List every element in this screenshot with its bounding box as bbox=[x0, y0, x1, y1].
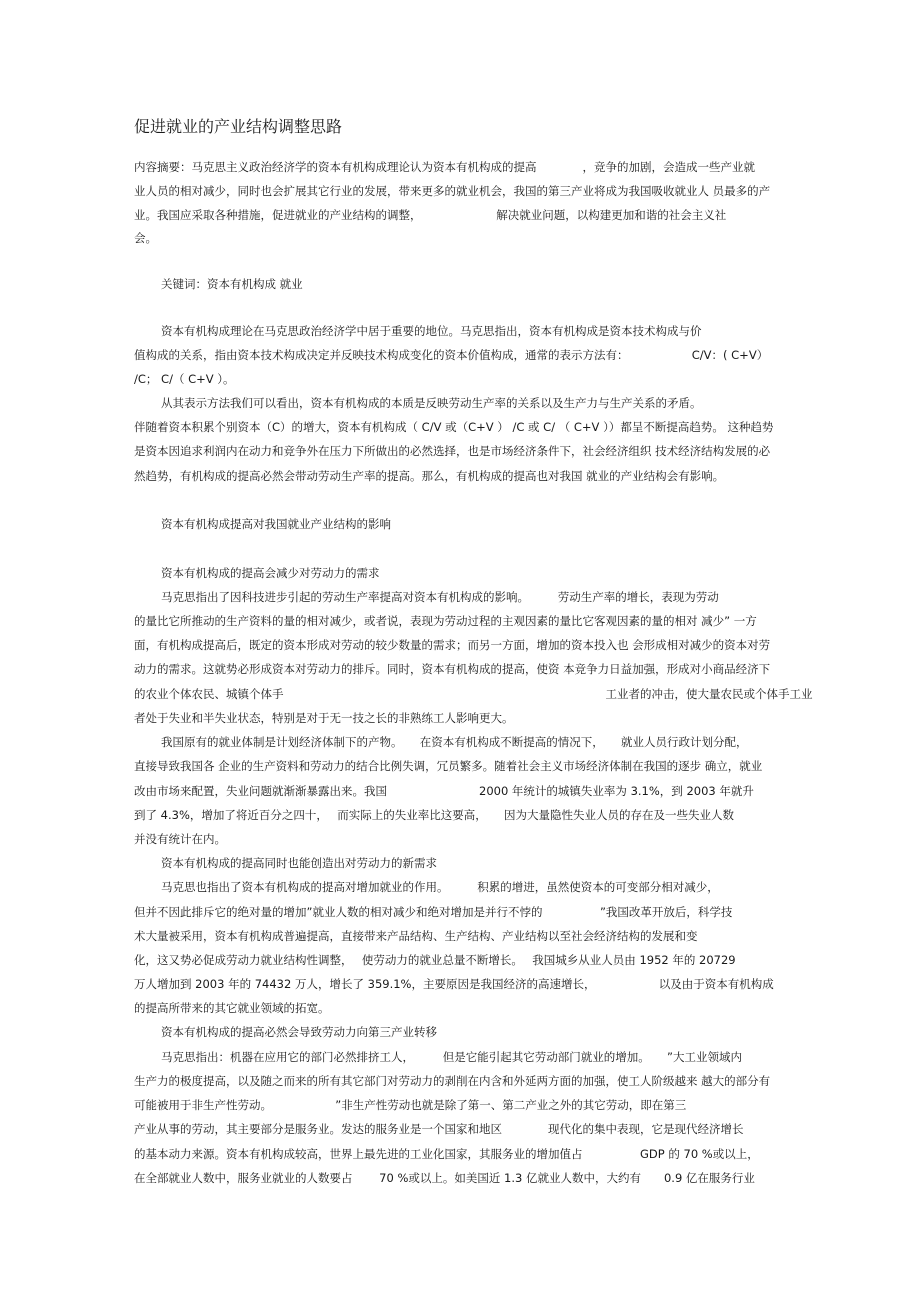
paragraph-line: 动力的需求。这就势必形成资本对劳动力的排斥。同时，资本有机构成的提高，使资 本竞争力日益加强，形成对小商品经济下 bbox=[134, 662, 771, 676]
subsection-heading: 资本有机构成的提高会减少对劳动力的需求 bbox=[161, 566, 380, 580]
abstract-line: 业人员的相对减少，同时也会扩展其它行业的发展，带来更多的就业机会，我国的第三产业将成为我国吸收就业人 员最多的产 bbox=[134, 184, 771, 198]
paragraph-line: 的基本动力来源。资本有机构成较高，世界上最先进的工业化国家，其服务业的增加值占 GDP 的 70 %或以上， bbox=[134, 1147, 759, 1161]
paragraph-line: 面，有机构成提高后，既定的资本形成对劳动的较少数量的需求；而另一方面，增加的资本投入也 会形成相对减少的资本对劳 bbox=[134, 638, 771, 652]
subsection-heading: 资本有机构成的提高同时也能创造出对劳动力的新需求 bbox=[161, 856, 437, 870]
paragraph-line: 直接导致我国各 企业的生产资料和劳动力的结合比例失调，冗员繁多。随着社会主义市场经济体制在我国的逐步 确立，就业 bbox=[134, 759, 763, 773]
abstract-line: 内容摘要：马克思主义政治经济学的资本有机构成理论认为资本有机构成的提高 ，竞争的加剧，会造成一些产业就 bbox=[134, 160, 755, 174]
paragraph-line: 的提高所带来的其它就业领域的拓宽。 bbox=[134, 1001, 330, 1015]
paragraph-line: 马克思也指出了资本有机构成的提高对增加就业的作用。 积累的增进，虽然使资本的可变部分相对减少， bbox=[161, 880, 719, 894]
document-title: 促进就业的产业结构调整思路 bbox=[134, 117, 343, 136]
paragraph-line: 万人增加到 2003 年的 74432 万人，增长了 359.1%，主要原因是我国经济的高速增长， 以及由于资本有机构成 bbox=[134, 977, 774, 991]
paragraph-line: 产业从事的劳动，其主要部分是服务业。发达的服务业是一个国家和地区 现代化的集中表现，它是现代经济增长 bbox=[134, 1122, 744, 1136]
paragraph-line: 然趋势，有机构成的提高必然会带动劳动生产率的提高。那么，有机构成的提高也对我国 就业的产业结构会有影响。 bbox=[134, 469, 725, 483]
paragraph-line: 是资本因追求利润内在动力和竞争外在压力下所做出的必然选择，也是市场经济条件下，社会经济组织 技术经济结构发展的必 bbox=[134, 444, 771, 458]
paragraph-line: 但并不因此排斥它的绝对量的增加”就业人数的相对减少和绝对增加是并行不悖的 ”我国改革开放后，科学技 bbox=[134, 905, 733, 919]
paragraph-line: 并没有统计在内。 bbox=[134, 832, 226, 846]
paragraph-line: 值构成的关系，指由资本技术构成决定并反映技术构成变化的资本价值构成，通常的表示方法有： C/V：( C+V） bbox=[134, 348, 769, 362]
paragraph-line: 在全部就业人数中，服务业就业的人数要占 70 %或以上。如美国近 1.3 亿就业人数中，大约有 0.9 亿在服务行业 bbox=[134, 1171, 755, 1185]
paragraph-line: 生产力的极度提高，以及随之而来的所有其它部门对劳动力的剥削在内含和外延两方面的加强，使工人阶级越来 越大的部分有 bbox=[134, 1074, 771, 1088]
paragraph-line: 可能被用于非生产性劳动。 ”非生产性劳动也就是除了第一、第二产业之外的其它劳动，即在第三 bbox=[134, 1098, 687, 1112]
paragraph-line: 马克思指出：机器在应用它的部门必然排挤工人， 但是它能引起其它劳动部门就业的增加。 ”大工业领域内 bbox=[161, 1050, 742, 1064]
section-heading: 资本有机构成提高对我国就业产业结构的影响 bbox=[161, 517, 391, 531]
paragraph-line: 我国原有的就业体制是计划经济体制下的产物。 在资本有机构成不断提高的情况下， 就业人员行政计划分配， bbox=[161, 735, 748, 749]
paragraph-line: 改由市场来配置，失业问题就渐渐暴露出来。我国 2000 年统计的城镇失业率为 3.1%，到 2003 年就升 bbox=[134, 784, 754, 798]
paragraph-line: 从其表示方法我们可以看出，资本有机构成的本质是反映劳动生产率的关系以及生产力与生产关系的矛盾。 bbox=[161, 396, 702, 410]
paragraph-line: 化，这又势必促成劳动力就业结构性调整， 使劳动力的就业总量不断增长。 我国城乡从业人员由 1952 年的 20729 bbox=[134, 953, 736, 967]
subsection-heading: 资本有机构成的提高必然会导致劳动力向第三产业转移 bbox=[161, 1025, 437, 1039]
paragraph-line: 马克思指出了因科技进步引起的劳动生产率提高对资本有机构成的影响。 劳动生产率的增长，表现为劳动 bbox=[161, 590, 719, 604]
paragraph-line: 术大量被采用，资本有机构成普遍提高，直接带来产品结构、生产结构、产业结构以至社会经济结构的发展和变 bbox=[134, 929, 698, 943]
paragraph-line: 的量比它所推动的生产资料的量的相对减少，或者说，表现为劳动过程的主观因素的量比它客观因素的量的相对 减少” 一方 bbox=[134, 614, 757, 628]
paragraph-line: 的农业个体农民、城镇个体手 工业者的冲击，使大量农民或个体手工业 bbox=[134, 687, 813, 701]
paragraph-line: 伴随着资本积累个别资本（C）的增大，资本有机构成（ C/V 或（C+V ） /C 或 C/ （ C+V ））都呈不断提高趋势。 这种趋势 bbox=[134, 420, 774, 434]
abstract-line: 业。我国应采取各种措施，促进就业的产业结构的调整， 解决就业问题，以构建更加和谐的社会主义社 bbox=[134, 208, 727, 222]
keywords-line: 关键词：资本有机构成 就业 bbox=[161, 277, 303, 291]
paragraph-line: 到了 4.3%，增加了将近百分之四十， 而实际上的失业率比这要高， 因为大量隐性失业人员的存在及一些失业人数 bbox=[134, 808, 735, 822]
paragraph-line: 资本有机构成理论在马克思政治经济学中居于重要的地位。马克思指出，资本有机构成是资本技术构成与价 bbox=[161, 324, 702, 338]
abstract-line: 会。 bbox=[134, 231, 157, 245]
paragraph-line: /C； C/（ C+V ）。 bbox=[134, 372, 235, 386]
paragraph-line: 者处于失业和半失业状态，特别是对于无一技之长的非熟练工人影响更大。 bbox=[134, 711, 514, 725]
